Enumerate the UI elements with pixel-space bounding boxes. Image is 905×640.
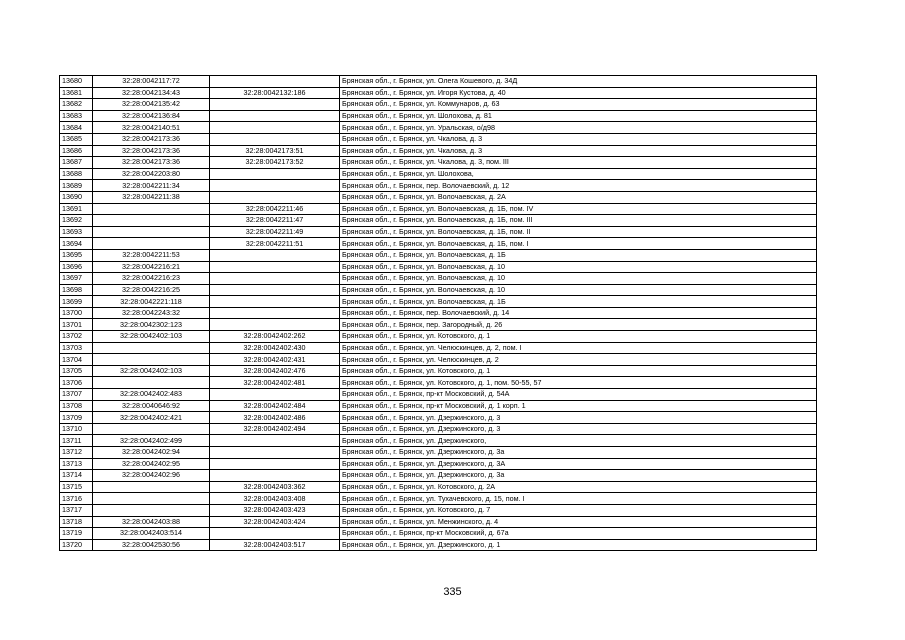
address-cell: Брянская обл., г. Брянск, ул. Чкалова, д. 3 — [340, 133, 817, 145]
row-number-cell: 13687 — [60, 157, 93, 169]
related-cadastral-number-cell: 32:28:0042173:52 — [210, 157, 340, 169]
table-row — [60, 284, 817, 296]
cadastral-number-cell — [93, 481, 210, 493]
address-cell: Брянская обл., г. Брянск, пр-кт Московский, д. 67а — [340, 528, 817, 540]
row-number-cell: 13719 — [60, 528, 93, 540]
cadastral-number-cell — [93, 504, 210, 516]
row-number-cell: 13684 — [60, 122, 93, 134]
related-cadastral-number-cell — [210, 168, 340, 180]
table-row — [60, 76, 817, 88]
table-row — [60, 423, 817, 435]
address-cell: Брянская обл., г. Брянск, ул. Чкалова, д. 3 — [340, 145, 817, 157]
table-row — [60, 215, 817, 227]
address-cell: Брянская обл., г. Брянск, пр-кт Московский, д. 1 корп. 1 — [340, 400, 817, 412]
related-cadastral-number-cell — [210, 273, 340, 285]
table-row — [60, 110, 817, 122]
cadastral-number-cell: 32:28:0042402:103 — [93, 365, 210, 377]
address-cell: Брянская обл., г. Брянск, ул. Котовского, д. 1 — [340, 331, 817, 343]
address-cell: Брянская обл., г. Брянск, ул. Волочаевская, д. 1Б, пом. III — [340, 215, 817, 227]
address-cell: Брянская обл., г. Брянск, пер. Загородный, д. 26 — [340, 319, 817, 331]
row-number-cell: 13683 — [60, 110, 93, 122]
related-cadastral-number-cell — [210, 180, 340, 192]
address-cell: Брянская обл., г. Брянск, ул. Шолохова, д. 81 — [340, 110, 817, 122]
cadastral-number-cell: 32:28:0042402:96 — [93, 470, 210, 482]
related-cadastral-number-cell: 32:28:0042402:262 — [210, 331, 340, 343]
table-row — [60, 342, 817, 354]
cadastral-number-cell: 32:28:0042402:95 — [93, 458, 210, 470]
row-number-cell: 13692 — [60, 215, 93, 227]
address-cell: Брянская обл., г. Брянск, ул. Челюскинцев, д. 2, пом. I — [340, 342, 817, 354]
address-cell: Брянская обл., г. Брянск, ул. Котовского, д. 2А — [340, 481, 817, 493]
row-number-cell: 13716 — [60, 493, 93, 505]
related-cadastral-number-cell: 32:28:0042402:494 — [210, 423, 340, 435]
cadastral-number-cell: 32:28:0042173:36 — [93, 133, 210, 145]
row-number-cell: 13705 — [60, 365, 93, 377]
table-row — [60, 168, 817, 180]
cadastral-number-cell: 32:28:0042243:32 — [93, 307, 210, 319]
address-cell: Брянская обл., г. Брянск, ул. Дзержинского, д. 3а — [340, 447, 817, 459]
row-number-cell: 13712 — [60, 447, 93, 459]
related-cadastral-number-cell — [210, 261, 340, 273]
address-cell: Брянская обл., г. Брянск, ул. Дзержинского, д. 3 — [340, 423, 817, 435]
related-cadastral-number-cell — [210, 133, 340, 145]
address-cell: Брянская обл., г. Брянск, ул. Игоря Кустова, д. 40 — [340, 87, 817, 99]
address-cell: Брянская обл., г. Брянск, ул. Тухачевского, д. 15, пом. I — [340, 493, 817, 505]
cadastral-number-cell: 32:28:0042403:88 — [93, 516, 210, 528]
related-cadastral-number-cell: 32:28:0042402:486 — [210, 412, 340, 424]
related-cadastral-number-cell — [210, 99, 340, 111]
row-number-cell: 13688 — [60, 168, 93, 180]
address-cell: Брянская обл., г. Брянск, ул. Дзержинского, д. 3А — [340, 458, 817, 470]
address-cell: Брянская обл., г. Брянск, ул. Челюскинцев, д. 2 — [340, 354, 817, 366]
cadastral-number-cell — [93, 203, 210, 215]
cadastral-number-cell: 32:28:0042530:56 — [93, 539, 210, 551]
row-number-cell: 13703 — [60, 342, 93, 354]
cadastral-number-cell: 32:28:0042216:25 — [93, 284, 210, 296]
table-row — [60, 516, 817, 528]
table-row — [60, 493, 817, 505]
table-row — [60, 261, 817, 273]
address-cell: Брянская обл., г. Брянск, ул. Дзержинского, — [340, 435, 817, 447]
related-cadastral-number-cell — [210, 447, 340, 459]
row-number-cell: 13694 — [60, 238, 93, 250]
cadastral-number-cell — [93, 354, 210, 366]
related-cadastral-number-cell: 32:28:0042211:47 — [210, 215, 340, 227]
address-cell: Брянская обл., г. Брянск, ул. Котовского, д. 7 — [340, 504, 817, 516]
row-number-cell: 13696 — [60, 261, 93, 273]
related-cadastral-number-cell: 32:28:0042403:408 — [210, 493, 340, 505]
table-row — [60, 319, 817, 331]
table-row — [60, 389, 817, 401]
cadastral-number-cell: 32:28:0042140:51 — [93, 122, 210, 134]
table-row — [60, 481, 817, 493]
address-cell: Брянская обл., г. Брянск, ул. Волочаевская, д. 1Б, пом. I — [340, 238, 817, 250]
cadastral-number-cell: 32:28:0042403:514 — [93, 528, 210, 540]
table-row — [60, 412, 817, 424]
row-number-cell: 13706 — [60, 377, 93, 389]
related-cadastral-number-cell — [210, 76, 340, 88]
row-number-cell: 13714 — [60, 470, 93, 482]
table-row — [60, 528, 817, 540]
table-row — [60, 99, 817, 111]
row-number-cell: 13693 — [60, 226, 93, 238]
cadastral-number-cell: 32:28:0042211:38 — [93, 191, 210, 203]
cadastral-number-cell: 32:28:0042211:34 — [93, 180, 210, 192]
related-cadastral-number-cell — [210, 435, 340, 447]
address-cell: Брянская обл., г. Брянск, ул. Уральская, о/д98 — [340, 122, 817, 134]
address-cell: Брянская обл., г. Брянск, ул. Котовского, д. 1 — [340, 365, 817, 377]
cadastral-number-cell: 32:28:0042134:43 — [93, 87, 210, 99]
cadastral-number-cell: 32:28:0042402:421 — [93, 412, 210, 424]
related-cadastral-number-cell: 32:28:0042173:51 — [210, 145, 340, 157]
address-cell: Брянская обл., г. Брянск, ул. Коммунаров, д. 63 — [340, 99, 817, 111]
related-cadastral-number-cell: 32:28:0042132:186 — [210, 87, 340, 99]
table-row — [60, 226, 817, 238]
row-number-cell: 13709 — [60, 412, 93, 424]
related-cadastral-number-cell — [210, 249, 340, 261]
related-cadastral-number-cell — [210, 296, 340, 308]
address-cell: Брянская обл., г. Брянск, ул. Котовского, д. 1, пом. 50-55, 57 — [340, 377, 817, 389]
address-cell: Брянская обл., г. Брянск, ул. Волочаевская, д. 10 — [340, 284, 817, 296]
table-row — [60, 307, 817, 319]
related-cadastral-number-cell: 32:28:0042402:476 — [210, 365, 340, 377]
row-number-cell: 13718 — [60, 516, 93, 528]
related-cadastral-number-cell: 32:28:0042403:362 — [210, 481, 340, 493]
document-table — [59, 75, 817, 551]
table-row — [60, 145, 817, 157]
cadastral-number-cell: 32:28:0042136:84 — [93, 110, 210, 122]
cadastral-number-cell: 32:28:0040646:92 — [93, 400, 210, 412]
row-number-cell: 13715 — [60, 481, 93, 493]
row-number-cell: 13707 — [60, 389, 93, 401]
cadastral-number-cell — [93, 226, 210, 238]
address-cell: Брянская обл., г. Брянск, ул. Дзержинского, д. 3а — [340, 470, 817, 482]
cadastral-number-cell — [93, 377, 210, 389]
related-cadastral-number-cell — [210, 528, 340, 540]
related-cadastral-number-cell — [210, 458, 340, 470]
row-number-cell: 13690 — [60, 191, 93, 203]
table-row — [60, 157, 817, 169]
address-cell: Брянская обл., г. Брянск, ул. Волочаевская, д. 1Б, пом. IV — [340, 203, 817, 215]
table-row — [60, 458, 817, 470]
table-row — [60, 377, 817, 389]
cadastral-number-cell: 32:28:0042216:23 — [93, 273, 210, 285]
row-number-cell: 13701 — [60, 319, 93, 331]
address-cell: Брянская обл., г. Брянск, ул. Дзержинского, д. 3 — [340, 412, 817, 424]
row-number-cell: 13702 — [60, 331, 93, 343]
address-cell: Брянская обл., г. Брянск, ул. Волочаевская, д. 2А — [340, 191, 817, 203]
related-cadastral-number-cell: 32:28:0042402:484 — [210, 400, 340, 412]
address-cell: Брянская обл., г. Брянск, ул. Менжинского, д. 4 — [340, 516, 817, 528]
related-cadastral-number-cell — [210, 122, 340, 134]
cadastral-number-cell — [93, 493, 210, 505]
table-row — [60, 365, 817, 377]
address-cell: Брянская обл., г. Брянск, ул. Волочаевская, д. 10 — [340, 273, 817, 285]
cadastral-number-cell — [93, 215, 210, 227]
cadastral-number-cell: 32:28:0042173:36 — [93, 157, 210, 169]
cadastral-number-cell — [93, 423, 210, 435]
address-cell: Брянская обл., г. Брянск, пер. Волочаевский, д. 12 — [340, 180, 817, 192]
table-row — [60, 273, 817, 285]
cadastral-number-cell: 32:28:0042117:72 — [93, 76, 210, 88]
related-cadastral-number-cell — [210, 389, 340, 401]
page-number: 335 — [443, 586, 462, 598]
related-cadastral-number-cell: 32:28:0042403:423 — [210, 504, 340, 516]
address-cell: Брянская обл., г. Брянск, ул. Волочаевская, д. 1Б — [340, 249, 817, 261]
table-row — [60, 435, 817, 447]
row-number-cell: 13720 — [60, 539, 93, 551]
row-number-cell: 13713 — [60, 458, 93, 470]
related-cadastral-number-cell: 32:28:0042403:517 — [210, 539, 340, 551]
row-number-cell: 13682 — [60, 99, 93, 111]
address-cell: Брянская обл., г. Брянск, пер. Волочаевский, д. 14 — [340, 307, 817, 319]
address-cell: Брянская обл., г. Брянск, ул. Олега Кошевого, д. 34Д — [340, 76, 817, 88]
table-row — [60, 400, 817, 412]
cadastral-number-cell: 32:28:0042135:42 — [93, 99, 210, 111]
row-number-cell: 13708 — [60, 400, 93, 412]
row-number-cell: 13681 — [60, 87, 93, 99]
related-cadastral-number-cell: 32:28:0042402:481 — [210, 377, 340, 389]
related-cadastral-number-cell — [210, 307, 340, 319]
row-number-cell: 13700 — [60, 307, 93, 319]
table-row — [60, 87, 817, 99]
table-row — [60, 539, 817, 551]
related-cadastral-number-cell: 32:28:0042211:51 — [210, 238, 340, 250]
related-cadastral-number-cell — [210, 284, 340, 296]
address-cell: Брянская обл., г. Брянск, ул. Дзержинского, д. 1 — [340, 539, 817, 551]
row-number-cell: 13710 — [60, 423, 93, 435]
address-cell: Брянская обл., г. Брянск, пр-кт Московский, д. 54А — [340, 389, 817, 401]
related-cadastral-number-cell — [210, 319, 340, 331]
related-cadastral-number-cell: 32:28:0042211:46 — [210, 203, 340, 215]
related-cadastral-number-cell: 32:28:0042403:424 — [210, 516, 340, 528]
related-cadastral-number-cell: 32:28:0042211:49 — [210, 226, 340, 238]
address-cell: Брянская обл., г. Брянск, ул. Волочаевская, д. 1Б — [340, 296, 817, 308]
cadastral-number-cell: 32:28:0042211:53 — [93, 249, 210, 261]
row-number-cell: 13704 — [60, 354, 93, 366]
table-row — [60, 504, 817, 516]
table-row — [60, 238, 817, 250]
table-row — [60, 180, 817, 192]
table-row — [60, 470, 817, 482]
row-number-cell: 13680 — [60, 76, 93, 88]
related-cadastral-number-cell — [210, 191, 340, 203]
row-number-cell: 13686 — [60, 145, 93, 157]
row-number-cell: 13695 — [60, 249, 93, 261]
table-row — [60, 296, 817, 308]
table-row — [60, 191, 817, 203]
table-row — [60, 133, 817, 145]
row-number-cell: 13711 — [60, 435, 93, 447]
cadastral-number-cell: 32:28:0042221:118 — [93, 296, 210, 308]
cadastral-number-cell — [93, 238, 210, 250]
table-row — [60, 447, 817, 459]
cadastral-number-cell: 32:28:0042402:94 — [93, 447, 210, 459]
address-cell: Брянская обл., г. Брянск, ул. Волочаевская, д. 1Б, пом. II — [340, 226, 817, 238]
row-number-cell: 13697 — [60, 273, 93, 285]
cadastral-number-cell: 32:28:0042302:123 — [93, 319, 210, 331]
table-row — [60, 203, 817, 215]
table-body — [60, 76, 817, 551]
cadastral-number-cell — [93, 342, 210, 354]
cadastral-number-cell: 32:28:0042173:36 — [93, 145, 210, 157]
table-row — [60, 354, 817, 366]
row-number-cell: 13691 — [60, 203, 93, 215]
table-row — [60, 331, 817, 343]
address-cell: Брянская обл., г. Брянск, ул. Чкалова, д. 3, пом. III — [340, 157, 817, 169]
row-number-cell: 13685 — [60, 133, 93, 145]
address-cell: Брянская обл., г. Брянск, ул. Шолохова, — [340, 168, 817, 180]
row-number-cell: 13717 — [60, 504, 93, 516]
related-cadastral-number-cell — [210, 110, 340, 122]
cadastral-number-cell: 32:28:0042402:499 — [93, 435, 210, 447]
table-row — [60, 122, 817, 134]
cadastral-number-cell: 32:28:0042216:21 — [93, 261, 210, 273]
cadastral-number-cell: 32:28:0042203:80 — [93, 168, 210, 180]
row-number-cell: 13698 — [60, 284, 93, 296]
cadastral-number-cell: 32:28:0042402:103 — [93, 331, 210, 343]
cadastral-number-cell: 32:28:0042402:483 — [93, 389, 210, 401]
table-row — [60, 249, 817, 261]
related-cadastral-number-cell — [210, 470, 340, 482]
related-cadastral-number-cell: 32:28:0042402:430 — [210, 342, 340, 354]
address-cell: Брянская обл., г. Брянск, ул. Волочаевская, д. 10 — [340, 261, 817, 273]
row-number-cell: 13689 — [60, 180, 93, 192]
row-number-cell: 13699 — [60, 296, 93, 308]
related-cadastral-number-cell: 32:28:0042402:431 — [210, 354, 340, 366]
